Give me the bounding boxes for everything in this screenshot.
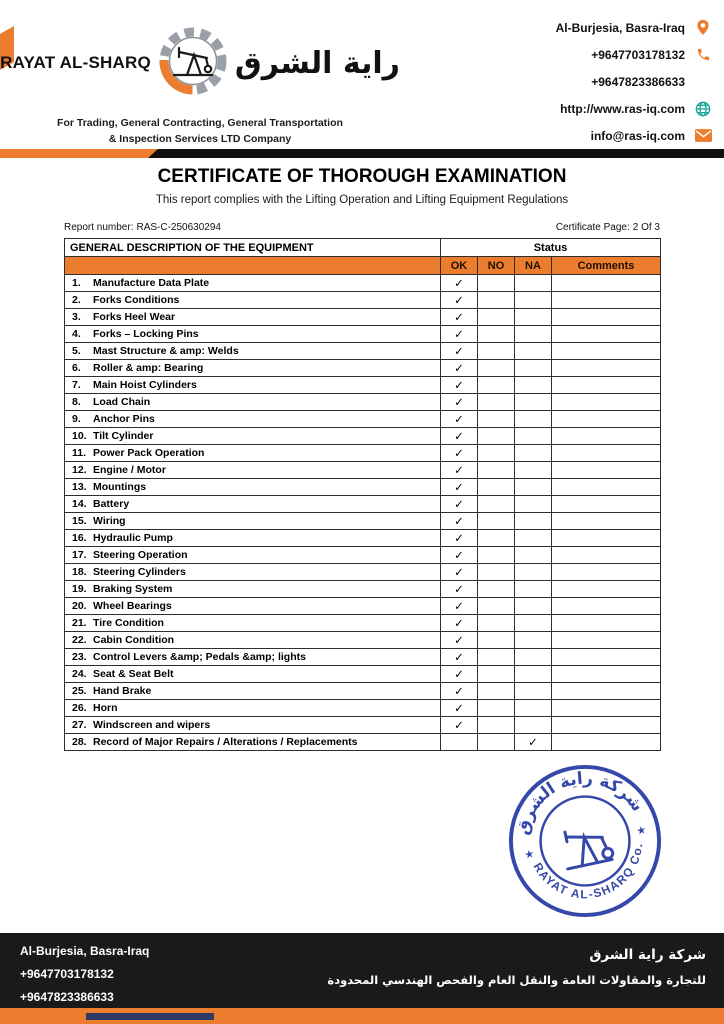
- table-row: [65, 394, 661, 411]
- table-row: [65, 445, 661, 462]
- comments-cell: [552, 343, 661, 360]
- contact-email: [462, 126, 712, 145]
- footer-contact-block: [20, 940, 149, 1009]
- stamp-top-text: شركة راية الشرق: [511, 767, 649, 837]
- contact-list: [462, 18, 712, 153]
- table-header-row-1: [65, 239, 661, 257]
- status-cell-no: [478, 666, 515, 683]
- table-row: [65, 530, 661, 547]
- status-cell-no: [478, 717, 515, 734]
- footer-address: Al-Burjesia, Basra-Iraq: [20, 944, 150, 958]
- stamp-pumpjack-icon: [560, 823, 614, 869]
- table-row: [65, 326, 661, 343]
- table-row: [65, 479, 661, 496]
- contact-email-text[interactable]: info@ras-iq.com: [590, 128, 685, 143]
- equipment-item-label: 9. Anchor Pins: [65, 411, 441, 428]
- status-cell-ok: ✓: [441, 581, 478, 598]
- stamp-star-left: ★: [523, 847, 536, 862]
- status-cell-no: [478, 360, 515, 377]
- phone-icon: [694, 47, 712, 62]
- status-cell-no: [478, 479, 515, 496]
- comments-cell: [552, 547, 661, 564]
- meta-row: [64, 222, 660, 233]
- status-cell-no: [478, 394, 515, 411]
- status-cell-no: [478, 343, 515, 360]
- status-cell-no: [478, 326, 515, 343]
- equipment-item-label: 16. Hydraulic Pump: [65, 530, 441, 547]
- status-cell-ok: ✓: [441, 428, 478, 445]
- status-cell-no: [478, 547, 515, 564]
- table-row: [65, 615, 661, 632]
- status-cell-ok: ✓: [441, 275, 478, 292]
- status-cell-na: [515, 632, 552, 649]
- footer-tagline-ar: للتجارة والمقاولات العامة والنقل العام والفحص الهندسي المحدودة: [327, 973, 706, 987]
- table-row: [65, 598, 661, 615]
- equipment-table-body: [65, 275, 661, 751]
- status-cell-ok: ✓: [441, 598, 478, 615]
- table-row: [65, 377, 661, 394]
- equipment-item-label: 12. Engine / Motor: [65, 462, 441, 479]
- status-cell-na: [515, 462, 552, 479]
- equipment-item-label: 6. Roller & amp: Bearing: [65, 360, 441, 377]
- footer-company-block: [327, 942, 706, 992]
- comments-cell: [552, 717, 661, 734]
- contact-address-text: Al-Burjesia, Basra-Iraq: [555, 20, 685, 35]
- status-cell-ok: ✓: [441, 496, 478, 513]
- status-cell-ok: ✓: [441, 445, 478, 462]
- footer: [0, 933, 724, 1008]
- status-cell-na: [515, 411, 552, 428]
- status-cell-na: [515, 479, 552, 496]
- status-cell-na: [515, 666, 552, 683]
- equipment-table-wrap: [64, 238, 660, 751]
- equipment-item-label: 13. Mountings: [65, 479, 441, 496]
- status-cell-no: [478, 411, 515, 428]
- contact-website-text[interactable]: http://www.ras-iq.com: [560, 101, 685, 116]
- table-row: [65, 428, 661, 445]
- comments-cell: [552, 462, 661, 479]
- comments-cell: [552, 598, 661, 615]
- status-cell-no: [478, 309, 515, 326]
- comments-cell: [552, 411, 661, 428]
- comments-cell: [552, 428, 661, 445]
- column-header-comments: Comments: [552, 257, 661, 275]
- comments-cell: [552, 394, 661, 411]
- contact-address: [462, 18, 712, 37]
- globe-icon: [694, 101, 712, 117]
- status-cell-ok: ✓: [441, 564, 478, 581]
- comments-cell: [552, 564, 661, 581]
- status-cell-ok: ✓: [441, 411, 478, 428]
- status-cell-ok: ✓: [441, 649, 478, 666]
- status-cell-no: [478, 598, 515, 615]
- tagline-line-1: For Trading, General Contracting, General Transportation: [57, 117, 343, 129]
- table-row: [65, 683, 661, 700]
- equipment-item-label: 27. Windscreen and wipers: [65, 717, 441, 734]
- status-cell-na: ✓: [515, 734, 552, 751]
- column-header-na: NA: [515, 257, 552, 275]
- status-cell-ok: ✓: [441, 717, 478, 734]
- status-cell-na: [515, 649, 552, 666]
- table-row: [65, 309, 661, 326]
- comments-cell: [552, 632, 661, 649]
- table-row: [65, 717, 661, 734]
- comments-cell: [552, 326, 661, 343]
- status-cell-ok: ✓: [441, 343, 478, 360]
- equipment-table: [64, 238, 661, 751]
- equipment-item-label: 3. Forks Heel Wear: [65, 309, 441, 326]
- status-cell-na: [515, 513, 552, 530]
- equipment-item-label: 11. Power Pack Operation: [65, 445, 441, 462]
- status-cell-na: [515, 292, 552, 309]
- comments-cell: [552, 496, 661, 513]
- table-row: [65, 632, 661, 649]
- table-row: [65, 581, 661, 598]
- status-cell-ok: ✓: [441, 632, 478, 649]
- stamp-bottom-text: RAYAT AL-SHARQ Co.: [530, 841, 646, 902]
- status-cell-na: [515, 326, 552, 343]
- comments-cell: [552, 377, 661, 394]
- equipment-item-label: 4. Forks – Locking Pins: [65, 326, 441, 343]
- logo-row: [0, 14, 400, 112]
- table-row: [65, 360, 661, 377]
- tagline-line-2: & Inspection Services LTD Company: [108, 132, 292, 145]
- table-row: [65, 649, 661, 666]
- status-cell-na: [515, 717, 552, 734]
- status-cell-no: [478, 581, 515, 598]
- table-row: [65, 496, 661, 513]
- equipment-item-label: 2. Forks Conditions: [65, 292, 441, 309]
- certificate-page-value: 2 Of 3: [632, 222, 660, 233]
- status-cell-ok: ✓: [441, 683, 478, 700]
- logo-section: [0, 14, 400, 148]
- equipment-item-label: 15. Wiring: [65, 513, 441, 530]
- company-name-ar: راية الشرق: [234, 45, 400, 81]
- comments-cell: [552, 479, 661, 496]
- table-row: [65, 700, 661, 717]
- status-cell-no: [478, 564, 515, 581]
- status-header: Status: [441, 239, 661, 257]
- header-divider-accent: [0, 149, 158, 158]
- status-cell-na: [515, 683, 552, 700]
- logo-gear-icon: [157, 25, 229, 102]
- status-cell-no: [478, 428, 515, 445]
- column-header-no: NO: [478, 257, 515, 275]
- status-cell-ok: ✓: [441, 326, 478, 343]
- footer-phone-2: +9647823386633: [20, 990, 114, 1004]
- table-row: [65, 343, 661, 360]
- table-header-row-2: [65, 257, 661, 275]
- company-name-en: RAYAT AL-SHARQ: [0, 53, 151, 72]
- status-cell-no: [478, 530, 515, 547]
- status-cell-ok: [441, 734, 478, 751]
- report-number-value: RAS-C-250630294: [136, 222, 221, 233]
- contact-phone-1-text: +9647703178132: [591, 47, 685, 62]
- contact-phone-2-text: +9647823386633: [591, 74, 685, 89]
- equipment-item-label: 25. Hand Brake: [65, 683, 441, 700]
- equipment-item-label: 17. Steering Operation: [65, 547, 441, 564]
- contact-phone-2: [462, 72, 712, 91]
- certificate-page-indicator: [556, 222, 660, 233]
- status-cell-no: [478, 445, 515, 462]
- header-divider: [0, 149, 724, 158]
- status-cell-ok: ✓: [441, 292, 478, 309]
- equipment-item-label: 21. Tire Condition: [65, 615, 441, 632]
- equipment-item-label: 24. Seat & Seat Belt: [65, 666, 441, 683]
- status-cell-na: [515, 564, 552, 581]
- equipment-item-label: 14. Battery: [65, 496, 441, 513]
- status-cell-no: [478, 496, 515, 513]
- status-cell-na: [515, 445, 552, 462]
- equipment-item-label: 18. Steering Cylinders: [65, 564, 441, 581]
- comments-cell: [552, 530, 661, 547]
- equipment-item-label: 22. Cabin Condition: [65, 632, 441, 649]
- company-stamp: [491, 747, 678, 934]
- equipment-item-label: 7. Main Hoist Cylinders: [65, 377, 441, 394]
- status-cell-na: [515, 700, 552, 717]
- status-cell-na: [515, 343, 552, 360]
- contact-phone-1: [462, 45, 712, 64]
- table-row: [65, 564, 661, 581]
- status-cell-na: [515, 615, 552, 632]
- comments-cell: [552, 683, 661, 700]
- status-cell-no: [478, 513, 515, 530]
- status-cell-no: [478, 632, 515, 649]
- comments-cell: [552, 615, 661, 632]
- comments-cell: [552, 309, 661, 326]
- status-cell-no: [478, 292, 515, 309]
- status-cell-na: [515, 530, 552, 547]
- comments-cell: [552, 292, 661, 309]
- stamp-star-right: ★: [635, 824, 648, 838]
- certificate-title: CERTIFICATE OF THOROUGH EXAMINATION: [157, 166, 567, 187]
- table-row: [65, 411, 661, 428]
- status-cell-na: [515, 496, 552, 513]
- equipment-item-label: 28. Record of Major Repairs / Alterations / Replacements: [65, 734, 441, 751]
- comments-cell: [552, 700, 661, 717]
- envelope-icon: [694, 129, 712, 142]
- status-cell-no: [478, 683, 515, 700]
- comments-cell: [552, 360, 661, 377]
- equipment-item-label: 5. Mast Structure & amp: Welds: [65, 343, 441, 360]
- status-cell-no: [478, 734, 515, 751]
- status-cell-ok: ✓: [441, 513, 478, 530]
- status-cell-no: [478, 615, 515, 632]
- comments-cell: [552, 513, 661, 530]
- footer-accent-bar: [86, 1013, 214, 1020]
- equipment-item-label: 23. Control Levers &amp; Pedals &amp; lights: [65, 649, 441, 666]
- equipment-item-label: 8. Load Chain: [65, 394, 441, 411]
- equipment-item-label: 26. Horn: [65, 700, 441, 717]
- comments-cell: [552, 445, 661, 462]
- table-row: [65, 734, 661, 751]
- status-cell-na: [515, 428, 552, 445]
- table-row: [65, 462, 661, 479]
- status-cell-na: [515, 309, 552, 326]
- report-number-label: Report number:: [64, 222, 134, 233]
- status-cell-ok: ✓: [441, 615, 478, 632]
- status-cell-ok: ✓: [441, 547, 478, 564]
- empty-header-cell: [65, 257, 441, 275]
- status-cell-na: [515, 394, 552, 411]
- status-cell-ok: ✓: [441, 377, 478, 394]
- footer-phone-1: +9647703178132: [20, 967, 114, 981]
- equipment-item-label: 19. Braking System: [65, 581, 441, 598]
- table-row: [65, 513, 661, 530]
- status-cell-na: [515, 275, 552, 292]
- status-cell-na: [515, 377, 552, 394]
- certificate-page-label: Certificate Page:: [555, 222, 630, 233]
- footer-company-ar: شركة راية الشرق: [589, 947, 706, 963]
- table-row: [65, 666, 661, 683]
- contact-website: [462, 99, 712, 118]
- comments-cell: [552, 275, 661, 292]
- equipment-item-label: 20. Wheel Bearings: [65, 598, 441, 615]
- status-cell-ok: ✓: [441, 530, 478, 547]
- status-cell-no: [478, 649, 515, 666]
- equipment-item-label: 1. Manufacture Data Plate: [65, 275, 441, 292]
- status-cell-no: [478, 275, 515, 292]
- status-cell-no: [478, 700, 515, 717]
- status-cell-ok: ✓: [441, 394, 478, 411]
- status-cell-ok: ✓: [441, 479, 478, 496]
- table-row: [65, 292, 661, 309]
- comments-cell: [552, 581, 661, 598]
- report-number: [64, 222, 221, 233]
- table-row: [65, 275, 661, 292]
- status-cell-no: [478, 377, 515, 394]
- status-cell-na: [515, 360, 552, 377]
- comments-cell: [552, 649, 661, 666]
- status-cell-ok: ✓: [441, 700, 478, 717]
- status-cell-ok: ✓: [441, 309, 478, 326]
- table-section-header: GENERAL DESCRIPTION OF THE EQUIPMENT: [65, 239, 441, 257]
- status-cell-na: [515, 547, 552, 564]
- certificate-subtitle: This report complies with the Lifting Operation and Lifting Equipment Regulations: [155, 194, 569, 206]
- company-tagline: [28, 116, 372, 148]
- location-pin-icon: [694, 19, 712, 36]
- status-cell-ok: ✓: [441, 360, 478, 377]
- status-cell-na: [515, 598, 552, 615]
- status-cell-ok: ✓: [441, 666, 478, 683]
- equipment-item-label: 10. Tilt Cylinder: [65, 428, 441, 445]
- table-row: [65, 547, 661, 564]
- comments-cell: [552, 666, 661, 683]
- status-cell-no: [478, 462, 515, 479]
- status-cell-na: [515, 581, 552, 598]
- status-cell-ok: ✓: [441, 462, 478, 479]
- column-header-ok: OK: [441, 257, 478, 275]
